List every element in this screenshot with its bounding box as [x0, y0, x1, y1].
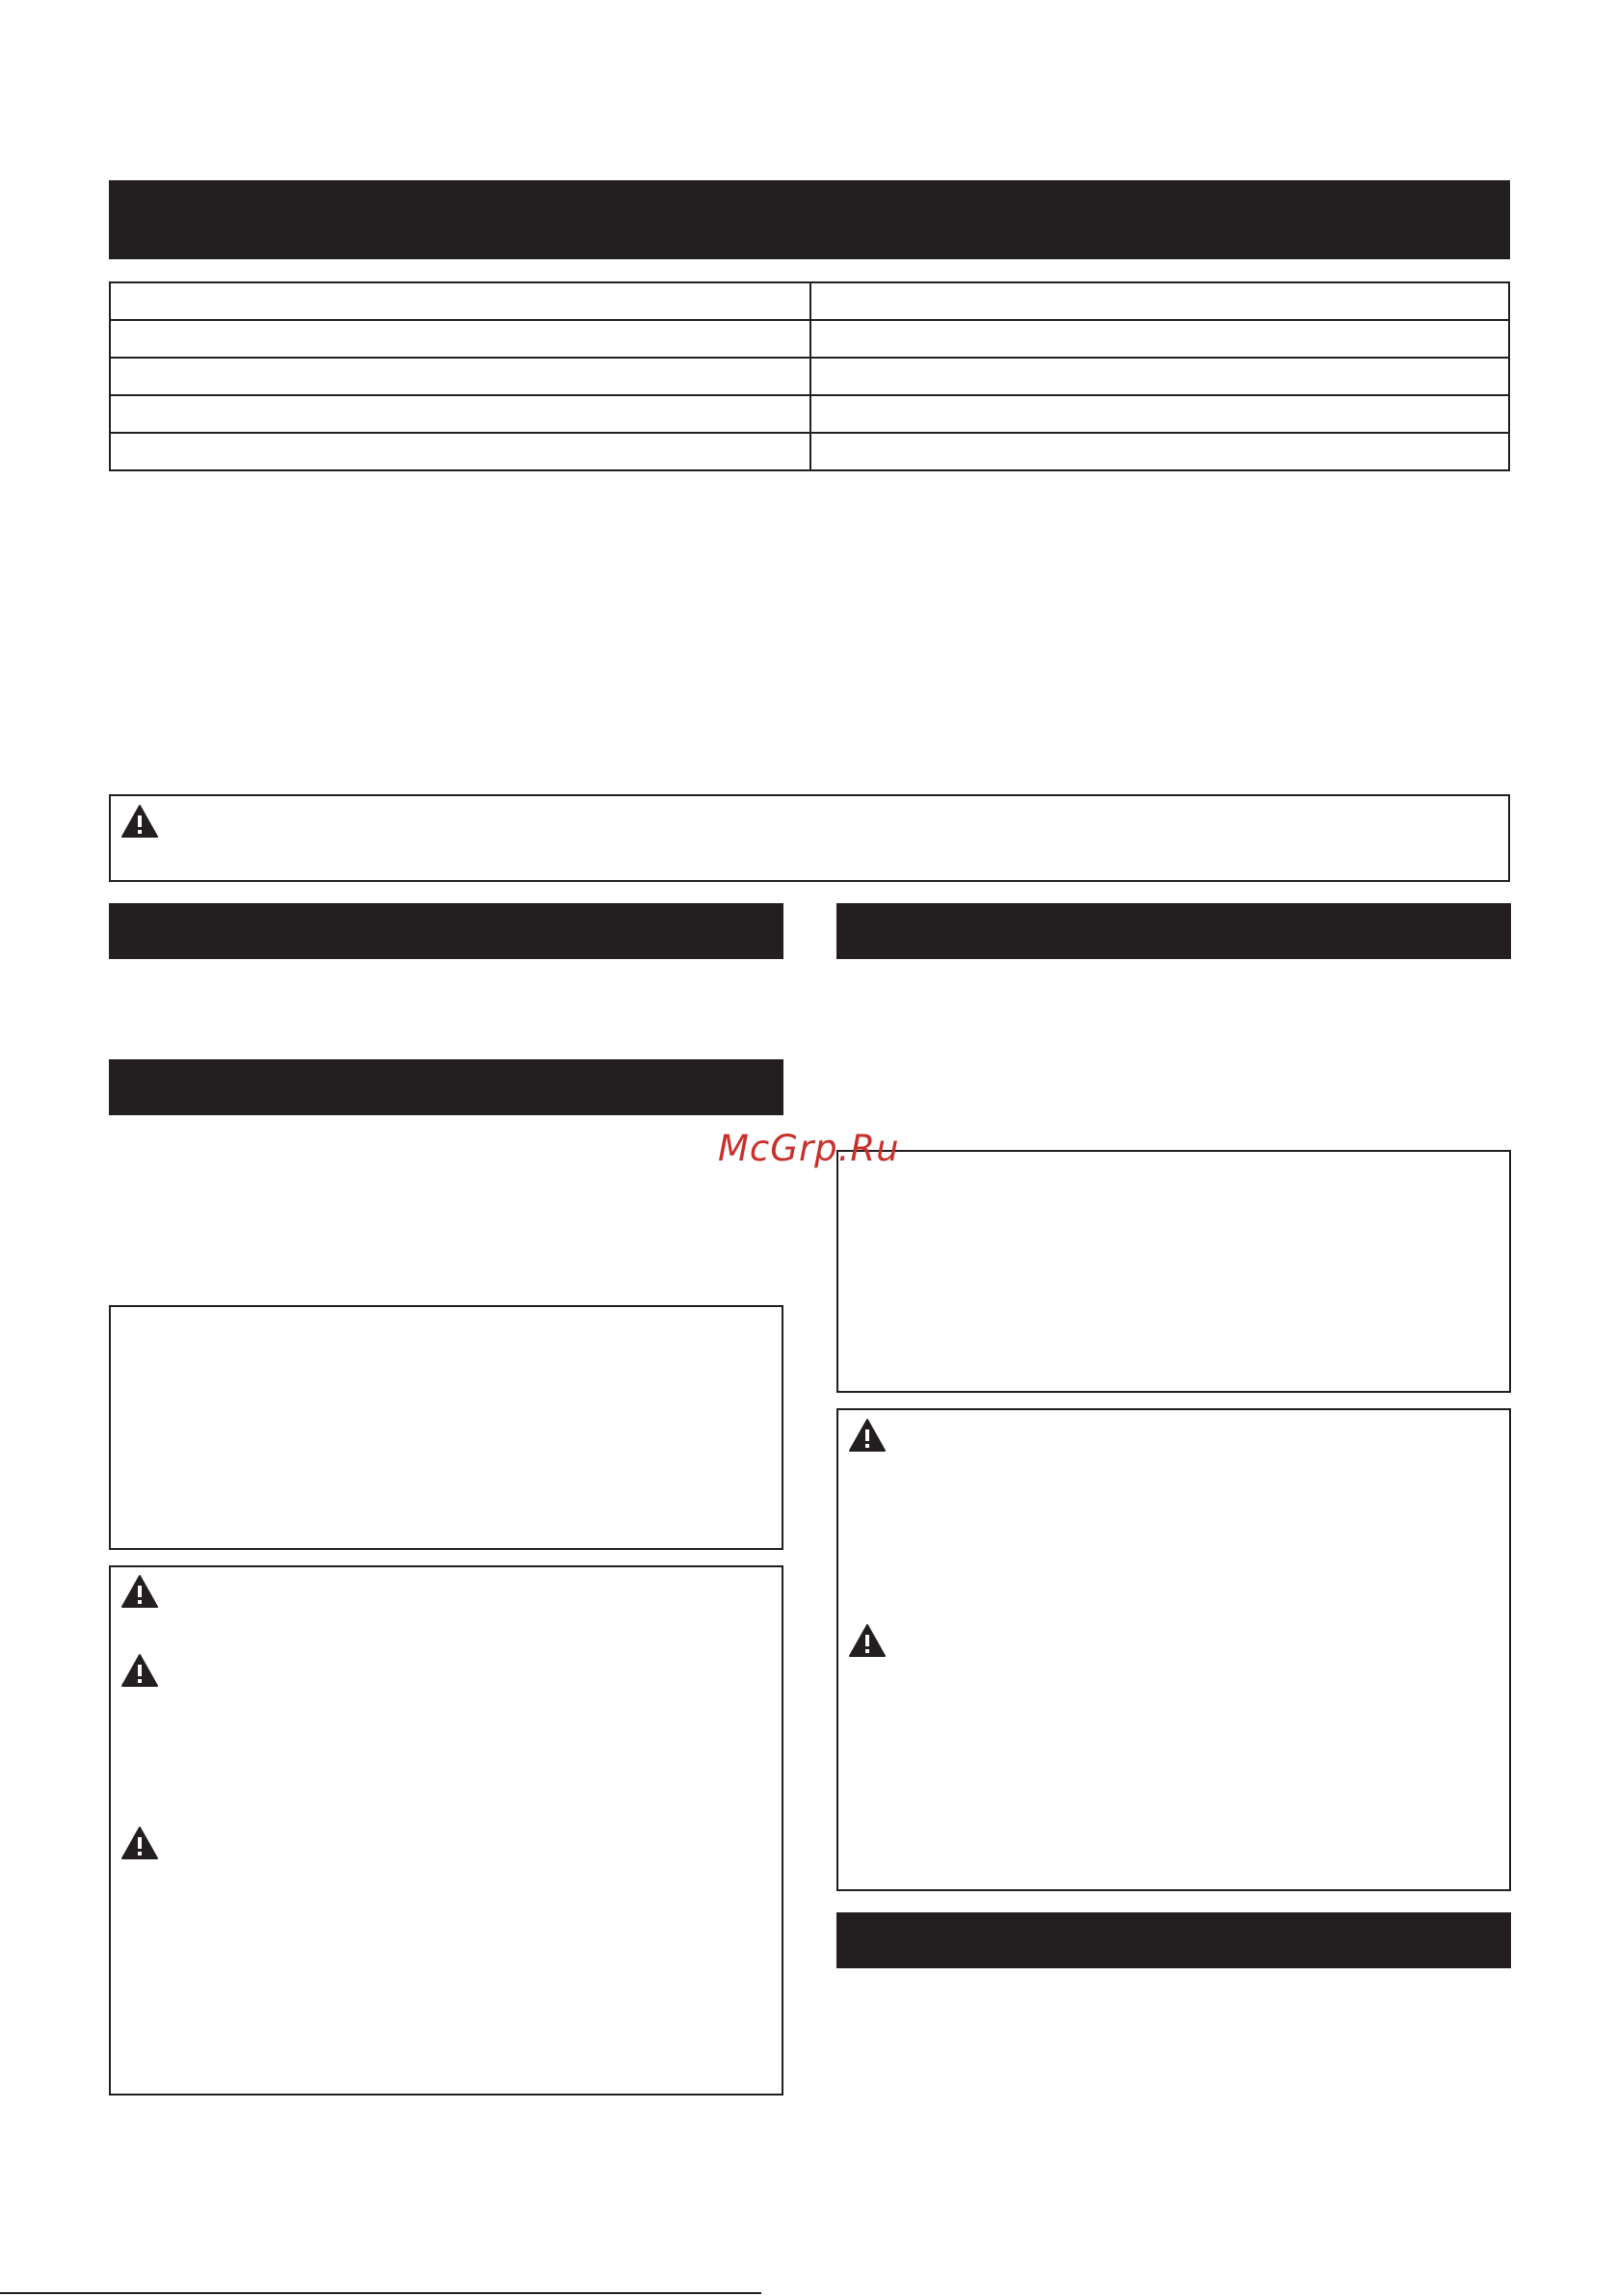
- table-row: [110, 282, 1509, 320]
- table-cell: [110, 320, 810, 358]
- table-cell: [810, 282, 1509, 320]
- table-cell: [110, 395, 810, 433]
- table-cell: [810, 395, 1509, 433]
- table-row: [110, 320, 1509, 358]
- table-cell: [810, 358, 1509, 395]
- warning-triangle-icon: [120, 1574, 159, 1609]
- footer-rule: [0, 2292, 761, 2294]
- table-cell: [810, 433, 1509, 470]
- section-header-bar-right-1: [836, 903, 1511, 959]
- table-cell: [110, 282, 810, 320]
- section-header-bar-right-2: [836, 1912, 1511, 1968]
- table-cell: [110, 433, 810, 470]
- warning-triangle-icon: [848, 1418, 887, 1453]
- notice-box-left: [109, 1305, 783, 1550]
- watermark: McGrp.Ru: [718, 1128, 900, 1169]
- warning-box-full-width: [109, 794, 1510, 882]
- table-cell: [110, 358, 810, 395]
- warning-box-left: [109, 1565, 783, 2096]
- table-row: [110, 433, 1509, 470]
- section-header-bar-left-1: [109, 903, 783, 959]
- warning-triangle-icon: [848, 1623, 887, 1658]
- warning-triangle-icon: [120, 1653, 159, 1688]
- warning-triangle-icon: [120, 1826, 159, 1860]
- warning-box-right: [836, 1408, 1511, 1891]
- warning-triangle-icon: [120, 804, 159, 839]
- notice-box-right: [836, 1150, 1511, 1393]
- specifications-table: [109, 281, 1510, 471]
- table-cell: [810, 320, 1509, 358]
- section-header-bar-top: [109, 180, 1510, 259]
- table-row: [110, 395, 1509, 433]
- table-row: [110, 358, 1509, 395]
- section-header-bar-left-2: [109, 1059, 783, 1115]
